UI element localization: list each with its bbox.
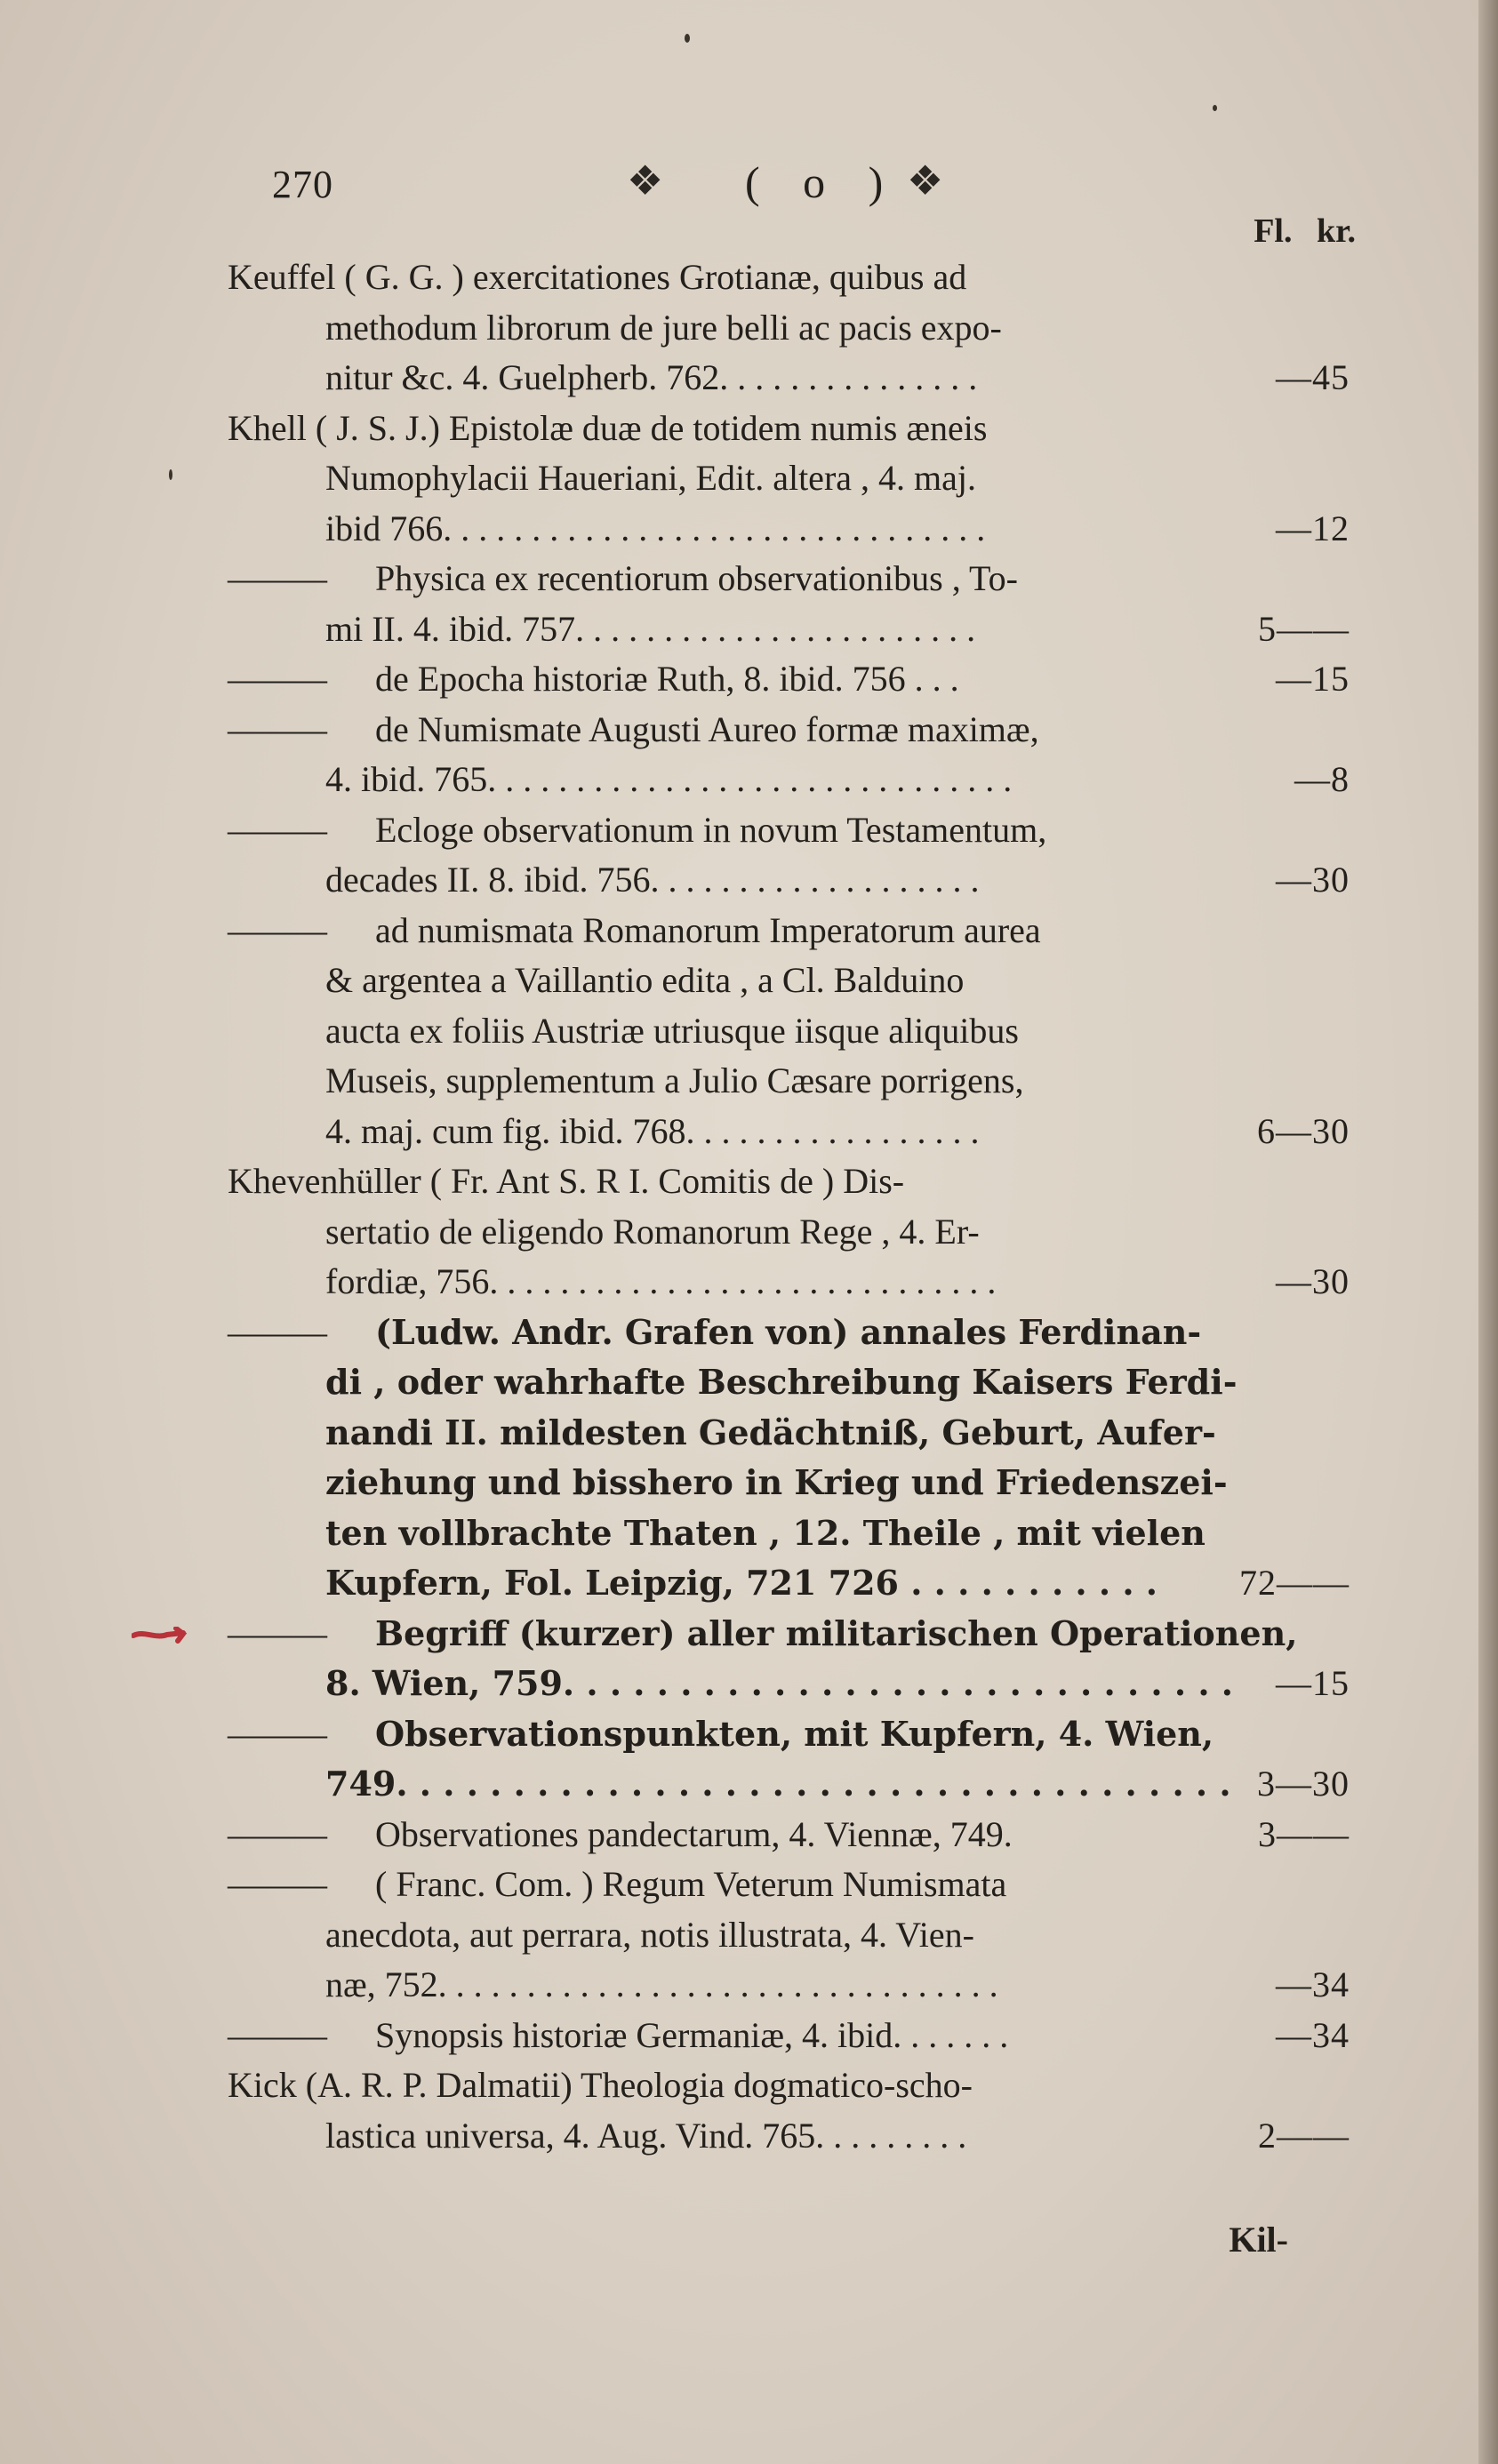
entry-price: —34 [1276, 1964, 1350, 2004]
catalog-entry [228, 404, 1350, 555]
catchword: Kil- [1229, 2220, 1288, 2260]
entry-text: fordiæ, 756. . . . . . . . . . . . . . . . . . . . . . . . . . . . . [325, 1261, 997, 1301]
entry-text: Kick (A. R. P. Dalmatii) Theologia dogmatico-scho- [228, 2065, 973, 2105]
entry-line [228, 303, 1350, 354]
entry-price: 6—30 [1257, 1110, 1350, 1151]
entry-text: Khell ( J. S. J.) Epistolæ duæ de totidem numis æneis [228, 407, 988, 448]
entry-text: de Numismate Augusti Aureo formæ maximæ, [375, 708, 1039, 749]
entry-line [228, 855, 1350, 906]
ornament-right-icon: ❖ [907, 158, 944, 204]
ditto-dash: ——— [228, 1813, 324, 1854]
ornament-left-icon: ❖ [627, 158, 664, 204]
catalog-entry [228, 705, 1350, 805]
entry-line [228, 1709, 1350, 1760]
entry-line [228, 1910, 1350, 1961]
catalog-entries [228, 252, 1350, 2161]
entry-text: nandi II. mildesten Gedächtniß, Geburt, Aufer- [325, 1412, 1216, 1452]
entry-line [228, 956, 1350, 1006]
entry-text: ziehung und bisshero in Krieg und Friedenszei- [325, 1462, 1228, 1502]
paper-speck [169, 469, 172, 480]
paper-speck [685, 34, 690, 43]
entry-price: —12 [1276, 508, 1350, 548]
entry-text: 4. maj. cum fig. ibid. 768. . . . . . . . . . . . . . . . . [325, 1110, 980, 1151]
entry-line [228, 2011, 1350, 2061]
catalog-entry [228, 805, 1350, 906]
entry-line [228, 755, 1350, 805]
catalog-entry [228, 2060, 1350, 2161]
entry-text: methodum librorum de jure belli ac pacis expo- [325, 307, 1002, 348]
entry-line [228, 906, 1350, 956]
entry-text: Begriff (kurzer) aller militarischen Operationen, [375, 1612, 1298, 1653]
entry-line [228, 453, 1350, 504]
page-number: 270 [272, 163, 333, 206]
ditto-dash: ——— [228, 659, 324, 699]
catalog-entry [228, 1156, 1350, 1308]
entry-line [228, 353, 1350, 404]
entry-price: 5—— [1258, 608, 1350, 649]
entry-line [228, 1609, 1350, 1660]
entry-text: ibid 766. . . . . . . . . . . . . . . . . . . . . . . . . . . . . . . [325, 508, 986, 548]
entry-line [228, 705, 1350, 756]
ditto-dash: ——— [228, 1713, 324, 1754]
entry-line [228, 1659, 1350, 1709]
entry-line [228, 1107, 1350, 1157]
entry-line [228, 1207, 1350, 1258]
entry-line [228, 1810, 1350, 1860]
entry-line [228, 1006, 1350, 1057]
entry-line [228, 2111, 1350, 2162]
entry-line [228, 1257, 1350, 1308]
entry-line [228, 1860, 1350, 1910]
ditto-dash: ——— [228, 809, 324, 850]
entry-line [228, 1056, 1350, 1107]
ditto-dash: ——— [228, 2014, 324, 2055]
ditto-dash: ——— [228, 708, 324, 749]
entry-text: & argentea a Vaillantio edita , a Cl. Balduino [325, 960, 965, 1000]
catalog-entry [228, 1860, 1350, 2011]
entry-text: di , oder wahrhafte Beschreibung Kaisers Ferdi- [325, 1362, 1238, 1402]
entry-line [228, 1458, 1350, 1508]
entry-text: ( Franc. Com. ) Regum Veterum Numismata [375, 1864, 1007, 1904]
entry-text: Museis, supplementum a Julio Cæsare porrigens, [325, 1060, 1024, 1100]
page-binding-edge [1478, 0, 1498, 2464]
entry-line [228, 1558, 1350, 1609]
ditto-dash: ——— [228, 558, 324, 598]
catalog-entry [228, 1609, 1350, 1709]
entry-price: —30 [1276, 860, 1350, 900]
entry-price: 2—— [1258, 2115, 1350, 2156]
entry-text: Synopsis historiæ Germaniæ, 4. ibid. . . . . . . [375, 2014, 1009, 2055]
entry-line [228, 1508, 1350, 1559]
paper-speck [1213, 105, 1217, 111]
entry-line [228, 654, 1350, 705]
entry-price: —15 [1276, 659, 1350, 699]
entry-line [228, 504, 1350, 555]
entry-price: 3—30 [1257, 1764, 1350, 1804]
entry-line [228, 1759, 1350, 1810]
entry-text: mi II. 4. ibid. 757. . . . . . . . . . . . . . . . . . . . . . . [325, 608, 976, 649]
catalog-entry [228, 2011, 1350, 2061]
ditto-dash: ——— [228, 1311, 324, 1352]
entry-line [228, 805, 1350, 856]
catalog-entry [228, 252, 1350, 404]
entry-text: de Epocha historiæ Ruth, 8. ibid. 756 . . . [375, 659, 959, 699]
catalog-entry [228, 1810, 1350, 1860]
entry-text: Observationes pandectarum, 4. Viennæ, 749. [375, 1813, 1013, 1854]
entry-text: Numophylacii Haueriani, Edit. altera , 4. maj. [325, 458, 976, 498]
entry-line [228, 1308, 1350, 1358]
entry-text: sertatio de eligendo Romanorum Rege , 4. Er- [325, 1211, 980, 1252]
column-header-fl-kr: Fl. kr. [1254, 212, 1356, 250]
entry-text: Ecloge observationum in novum Testamentum, [375, 809, 1047, 850]
entry-text: decades II. 8. ibid. 756. . . . . . . . . . . . . . . . . . . [325, 860, 980, 900]
entry-text: Physica ex recentiorum observationibus , To- [375, 558, 1018, 598]
catalog-entry [228, 554, 1350, 654]
entry-text: næ, 752. . . . . . . . . . . . . . . . . . . . . . . . . . . . . . . . [325, 1964, 998, 2004]
entry-text: 749. . . . . . . . . . . . . . . . . . . . . . . . . . . . . . . . . . . . [325, 1764, 1231, 1804]
entry-price: —8 [1294, 759, 1350, 799]
entry-line [228, 604, 1350, 655]
header-center-mark: ( o ) [745, 157, 900, 207]
catalog-entry [228, 1709, 1350, 1810]
entry-text: ad numismata Romanorum Imperatorum aurea [375, 909, 1041, 950]
red-margin-mark-icon [132, 1627, 187, 1644]
entry-price: 72—— [1239, 1563, 1350, 1603]
entry-text: ten vollbrachte Thaten , 12. Theile , mit vielen [325, 1512, 1206, 1553]
entry-line [228, 554, 1350, 604]
entry-price: 3—— [1258, 1813, 1350, 1854]
entry-text: (Ludw. Andr. Grafen von) annales Ferdinan- [375, 1311, 1202, 1352]
entry-line [228, 1357, 1350, 1408]
entry-line [228, 252, 1350, 303]
entry-text: aucta ex foliis Austriæ utriusque iisque aliquibus [325, 1010, 1019, 1051]
ditto-dash: ——— [228, 1864, 324, 1904]
entry-line [228, 2060, 1350, 2111]
ditto-dash: ——— [228, 1612, 324, 1653]
entry-line [228, 1960, 1350, 2011]
entry-line [228, 1156, 1350, 1207]
entry-price: —45 [1276, 357, 1350, 397]
entry-text: Kupfern, Fol. Leipzig, 721 726 . . . . . . . . . . . [325, 1563, 1158, 1603]
catalog-entry [228, 906, 1350, 1157]
entry-text: nitur &c. 4. Guelpherb. 762. . . . . . . . . . . . . . . [325, 357, 978, 397]
entry-text: Observationspunkten, mit Kupfern, 4. Wien, [375, 1713, 1214, 1754]
entry-price: —15 [1276, 1663, 1350, 1703]
entry-price: —34 [1276, 2014, 1350, 2055]
entry-text: lastica universa, 4. Aug. Vind. 765. . . . . . . . . [325, 2115, 967, 2156]
entry-line [228, 404, 1350, 454]
ditto-dash: ——— [228, 909, 324, 950]
entry-text: 4. ibid. 765. . . . . . . . . . . . . . . . . . . . . . . . . . . . . . [325, 759, 1013, 799]
entry-line [228, 1408, 1350, 1459]
catalog-entry [228, 654, 1350, 705]
catalog-entry [228, 1308, 1350, 1609]
entry-price: —30 [1276, 1261, 1350, 1301]
entry-text: Keuffel ( G. G. ) exercitationes Grotianæ, quibus ad [228, 257, 967, 297]
entry-text: Khevenhüller ( Fr. Ant S. R I. Comitis de ) Dis- [228, 1161, 905, 1201]
entry-text: anecdota, aut perrara, notis illustrata, 4. Vien- [325, 1914, 974, 1955]
entry-text: 8. Wien, 759. . . . . . . . . . . . . . . . . . . . . . . . . . . . . [325, 1663, 1234, 1703]
